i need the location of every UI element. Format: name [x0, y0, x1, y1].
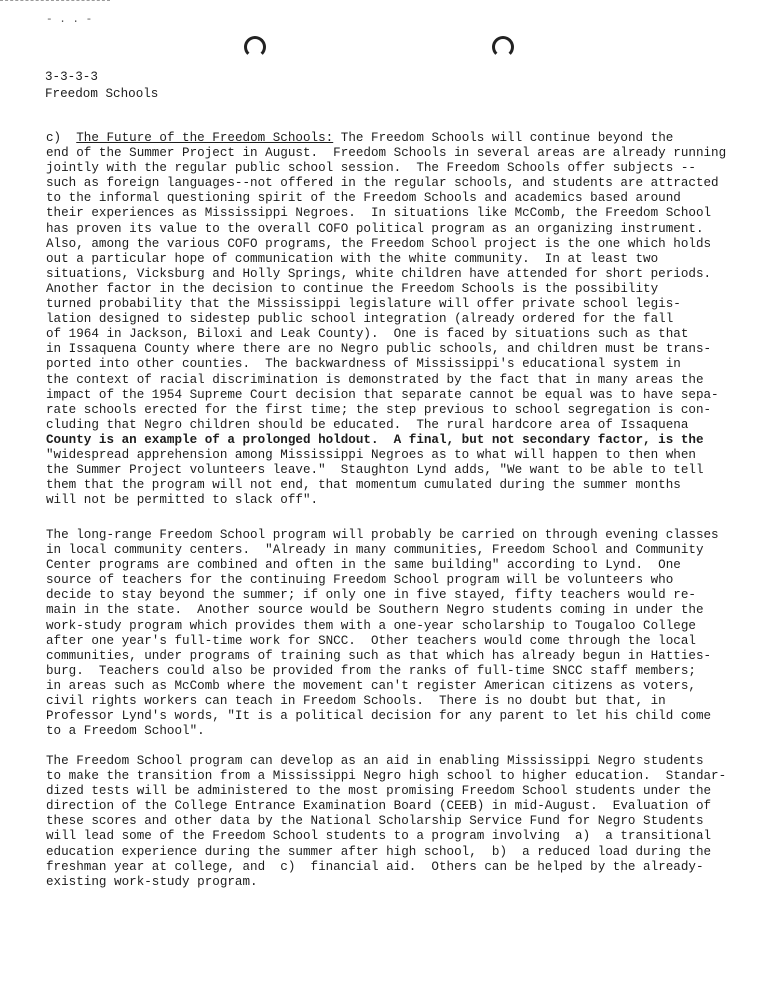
- paragraph-line: these scores and other data by the National Scholarship Service Fund for Negro Students: [46, 814, 704, 829]
- paragraph-line: to make the transition from a Mississippi Negro high school to higher education. Standar-: [46, 769, 727, 784]
- paragraph-line: The long-range Freedom School program will probably be carried on through evening classes: [46, 528, 719, 542]
- section-label: c): [46, 131, 62, 145]
- paragraph-line: of 1964 in Jackson, Biloxi and Leak County). One is faced by situations such as that: [46, 327, 689, 342]
- paragraph-long-range-program: [46, 528, 746, 739]
- paragraph-line: them that the program will not end, that momentum cumulated during the summer months: [46, 478, 681, 493]
- paragraph-line: in Issaquena County where there are no Negro public schools, and children must be trans-: [46, 342, 712, 357]
- paragraph-line: has proven its value to the overall COFO political program as an organizing instrument.: [46, 221, 704, 236]
- paragraph-line: burg. Teachers could also be provided from the ranks of full-time SNCC staff members;: [46, 663, 696, 678]
- paragraph-line: [46, 131, 746, 146]
- paragraph-line: will not be permitted to slack off".: [46, 493, 319, 508]
- paragraph-line: after one year's full-time work for SNCC. Other teachers would come through the local: [46, 633, 696, 648]
- line-text: The Freedom Schools will continue beyond the: [333, 131, 674, 145]
- paragraph-line: ported into other counties. The backwardness of Mississippi's educational system in: [46, 357, 681, 372]
- paragraph-line: main in the state. Another source would be Southern Negro students coming in under the: [46, 603, 704, 618]
- paragraph-line: Another factor in the decision to continue the Freedom Schools is the possibility: [46, 281, 659, 296]
- paragraph-line: communities, under programs of training such as that which has already begun in Hatties-: [46, 648, 712, 663]
- paragraph-line: freshman year at college, and c) financial aid. Others can be helped by the already-: [46, 859, 704, 874]
- paragraph-line: Professor Lynd's words, "It is a political decision for any parent to let his child come: [46, 709, 712, 724]
- paragraph-line: impact of the 1954 Supreme Court decision that separate cannot be equal was to have sepa-: [46, 387, 719, 402]
- section-title: The Future of the Freedom Schools:: [76, 131, 334, 145]
- punch-hole-right: [492, 36, 514, 58]
- document-title: Freedom Schools: [45, 87, 159, 101]
- paragraph-line: The Freedom School program can develop as an aid in enabling Mississippi Negro students: [46, 754, 704, 768]
- paragraph-higher-education-transition: [46, 754, 746, 890]
- paragraph-line: situations, Vicksburg and Holly Springs, white children have attended for short periods.: [46, 266, 712, 281]
- paragraph-line: existing work-study program.: [46, 874, 258, 889]
- paragraph-line: in local community centers. "Already in many communities, Freedom School and Community: [46, 543, 704, 558]
- paragraph-line: to the informal questioning spirit of the Freedom Schools and academics based around: [46, 191, 681, 206]
- paragraph-line: work-study program which provides them with a one-year scholarship to Tougaloo College: [46, 618, 696, 633]
- document-header: [45, 69, 158, 103]
- paragraph-line: Center programs are combined and often in the same building" according to Lynd. One: [46, 558, 681, 573]
- paragraph-line: in areas such as McComb where the movement can't register American citizens as voters,: [46, 678, 696, 693]
- corner-mark: - . . -: [46, 14, 93, 26]
- paragraph-line: lation designed to sidestep public school integration (already ordered for the fall: [46, 312, 674, 327]
- punch-hole-left: [244, 36, 266, 58]
- paragraph-line: decide to stay beyond the summer; if only one in five stayed, fifty teachers would re-: [46, 588, 696, 603]
- paragraph-future-of-freedom-schools: [46, 131, 746, 508]
- paragraph-line: Also, among the various COFO programs, the Freedom School project is the one which holds: [46, 236, 712, 251]
- paragraph-line: dized tests will be administered to the most promising Freedom School students under the: [46, 784, 712, 799]
- paragraph-line: the context of racial discrimination is demonstrated by the fact that in many areas the: [46, 372, 704, 387]
- paragraph-line: out a particular hope of communication with the white community. In at least two: [46, 251, 659, 266]
- paragraph-line: end of the Summer Project in August. Freedom Schools in several areas are already running: [46, 146, 727, 161]
- paragraph-line: the Summer Project volunteers leave." Staughton Lynd adds, "We want to be able to tell: [46, 463, 704, 478]
- paragraph-line: jointly with the regular public school session. The Freedom Schools offer subjects --: [46, 161, 696, 176]
- paragraph-line: to a Freedom School".: [46, 724, 205, 739]
- paragraph-line: such as foreign languages--not offered in the regular schools, and students are attracted: [46, 176, 719, 191]
- page-edge-dashes: [0, 0, 110, 5]
- paragraph-line: turned probability that the Mississippi legislature will offer private school legis-: [46, 297, 681, 312]
- paragraph-line: their experiences as Mississippi Negroes. In situations like McComb, the Freedom School: [46, 206, 712, 221]
- paragraph-line: rate schools erected for the first time; the step previous to school segregation is con-: [46, 402, 712, 417]
- paragraph-line: direction of the College Entrance Examination Board (CEEB) in mid-August. Evaluation of: [46, 799, 712, 814]
- paragraph-line: "widespread apprehension among Mississippi Negroes as to what will happen to then when: [46, 447, 696, 462]
- paragraph-line: education experience during the summer after high school, b) a reduced load during the: [46, 844, 712, 859]
- paragraph-line: cluding that Negro children should be educated. The rural hardcore area of Issaquena: [46, 417, 689, 432]
- paragraph-line: County is an example of a prolonged holdout. A final, but not secondary factor, is the: [46, 432, 704, 447]
- document-reference: 3-3-3-3: [45, 70, 98, 84]
- paragraph-line: civil rights workers can teach in Freedom Schools. There is no doubt but that, in: [46, 694, 666, 709]
- paragraph-line: will lead some of the Freedom School students to a program involving a) a transitional: [46, 829, 712, 844]
- paragraph-line: source of teachers for the continuing Freedom School program will be volunteers who: [46, 573, 674, 588]
